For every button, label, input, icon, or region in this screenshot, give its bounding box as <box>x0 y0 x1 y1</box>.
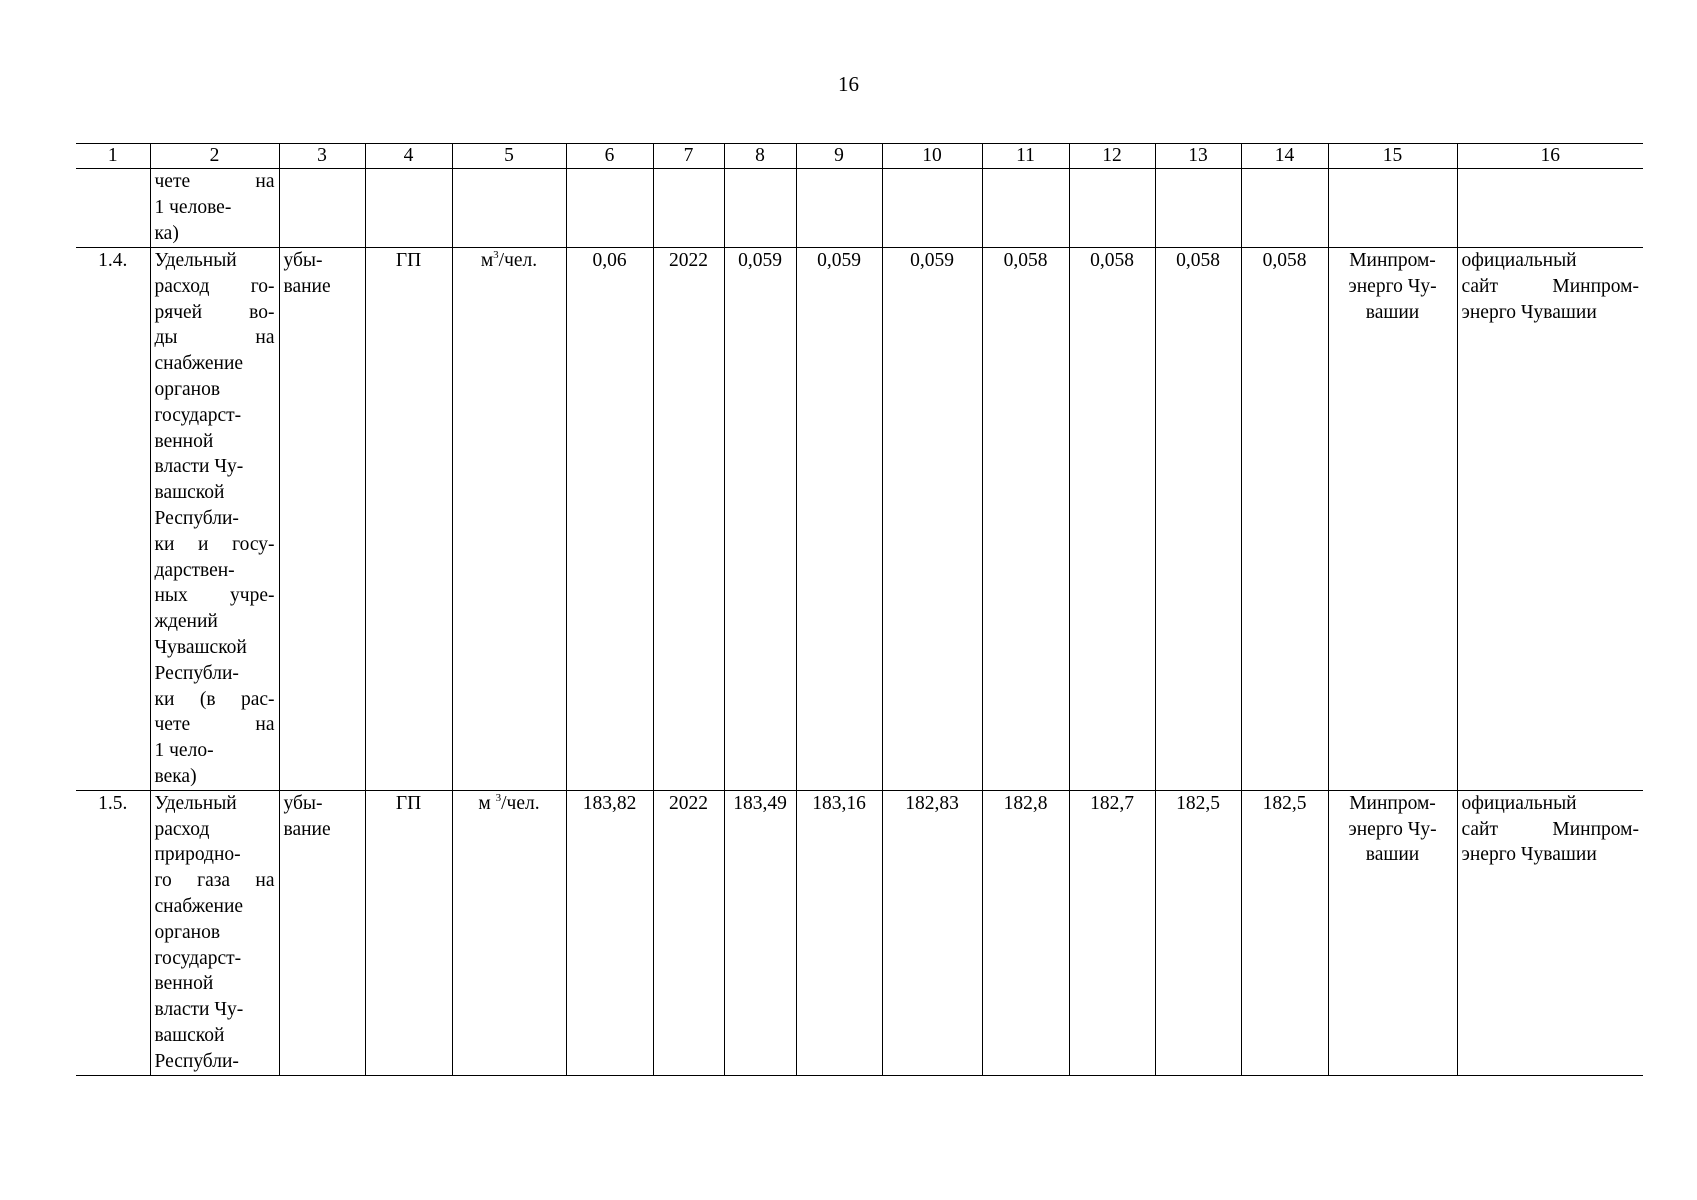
cell-text-line: го газа на <box>154 870 275 892</box>
cell-text-line: Минпром- <box>1349 250 1436 271</box>
cell-text-line: официальный <box>1461 792 1577 814</box>
cell-text-line: вашской <box>154 1024 225 1046</box>
empty-cell <box>1069 169 1155 248</box>
cell-text-line: ды на <box>154 327 275 349</box>
column-number: 7 <box>653 144 724 169</box>
cell-text-line: 1 чело- <box>154 740 214 762</box>
cell-text-line: государст- <box>154 404 242 426</box>
cell-text-line: власти Чу- <box>154 456 244 478</box>
indicator-name-line: чете на <box>154 171 275 192</box>
cell-text-line: снабжение <box>154 353 244 375</box>
source-cell <box>1457 790 1643 1075</box>
page-number: 16 <box>838 72 859 96</box>
value-cell: 182,8 <box>982 790 1069 1075</box>
empty-cell <box>452 169 566 248</box>
unit-base: м <box>478 792 496 814</box>
cell-text-line: вашии <box>1365 844 1420 866</box>
column-number: 13 <box>1155 144 1241 169</box>
empty-cell <box>882 169 982 248</box>
column-number: 5 <box>452 144 566 169</box>
row-number-cell: 1.4. <box>76 248 150 791</box>
value-cell: 182,5 <box>1155 790 1241 1075</box>
indicators-table <box>76 143 1643 1076</box>
cell-text-line: убы- <box>283 792 323 814</box>
cell-text-line: энерго Чувашии <box>1461 301 1597 323</box>
cell-text-line: чете на <box>154 714 275 736</box>
unit-cell <box>452 248 566 791</box>
value-cell: 182,83 <box>882 790 982 1075</box>
empty-cell <box>1155 169 1241 248</box>
cell-text-line: сайт Минпром- <box>1461 818 1639 840</box>
empty-cell <box>365 169 452 248</box>
cell-text-line: расход го- <box>154 275 275 297</box>
program-cell: ГП <box>365 248 452 791</box>
value-cell: 0,058 <box>982 248 1069 791</box>
cell-text-line: вание <box>283 275 331 297</box>
column-number: 3 <box>279 144 365 169</box>
cell-text-line: снабжение <box>154 895 244 917</box>
cell-text-line: ки (в рас- <box>154 688 275 710</box>
cell-text-line: Чувашской <box>154 636 247 658</box>
indicator-name-line: ка) <box>154 222 179 244</box>
cell-text-line: венной <box>154 430 214 452</box>
cell-text-line: сайт Минпром- <box>1461 275 1639 297</box>
cell-text-line: органов <box>154 921 221 943</box>
value-cell: 183,49 <box>724 790 796 1075</box>
cell-text-line: Республи- <box>154 507 239 529</box>
responsible-cell <box>1328 790 1457 1075</box>
program-cell: ГП <box>365 790 452 1075</box>
empty-cell <box>1328 169 1457 248</box>
value-cell: 0,058 <box>1241 248 1328 791</box>
base-year-cell: 2022 <box>653 790 724 1075</box>
cell-text-line: убы- <box>283 250 323 271</box>
cell-text-line: венной <box>154 973 214 995</box>
unit-rest: /чел. <box>498 250 538 271</box>
cell-text-line: дарствен- <box>154 559 235 581</box>
unit-cell <box>452 790 566 1075</box>
cell-text-line: органов <box>154 378 221 400</box>
indicator-name-cell <box>150 169 279 248</box>
cell-text-line: официальный <box>1461 250 1577 271</box>
column-number: 1 <box>76 144 150 169</box>
cell-text-line: века) <box>154 765 197 787</box>
unit-base: м <box>480 250 494 271</box>
empty-cell <box>1241 169 1328 248</box>
direction-cell <box>279 248 365 791</box>
responsible-cell <box>1328 248 1457 791</box>
column-number: 8 <box>724 144 796 169</box>
empty-cell <box>796 169 882 248</box>
column-number: 6 <box>566 144 653 169</box>
cell-text-line: Минпром- <box>1349 792 1436 814</box>
empty-cell <box>724 169 796 248</box>
empty-cell <box>566 169 653 248</box>
unit-superscript: 3 <box>495 791 502 804</box>
value-cell: 182,7 <box>1069 790 1155 1075</box>
table-row-continuation <box>76 169 1643 248</box>
indicator-name-cell <box>150 248 279 791</box>
direction-cell <box>279 790 365 1075</box>
cell-text-line: вание <box>283 818 331 840</box>
column-number: 15 <box>1328 144 1457 169</box>
cell-text-line: ждений <box>154 611 218 633</box>
column-number: 14 <box>1241 144 1328 169</box>
table-row-1-4 <box>76 248 1643 791</box>
base-value-cell: 183,82 <box>566 790 653 1075</box>
cell-text-line: энерго Чу- <box>1348 818 1437 840</box>
cell-text-line: Республи- <box>154 1050 239 1072</box>
base-value-cell: 0,06 <box>566 248 653 791</box>
base-year-cell: 2022 <box>653 248 724 791</box>
value-cell: 183,16 <box>796 790 882 1075</box>
column-number: 12 <box>1069 144 1155 169</box>
cell-text-line: вашской <box>154 482 225 504</box>
cell-text-line: энерго Чувашии <box>1461 844 1597 866</box>
table-row-1-5 <box>76 790 1643 1075</box>
cell-text-line: вашии <box>1365 301 1420 323</box>
empty-cell <box>1457 169 1643 248</box>
column-number: 11 <box>982 144 1069 169</box>
value-cell: 0,059 <box>796 248 882 791</box>
cell-text-line: власти Чу- <box>154 999 244 1021</box>
cell-text-line: Удельный <box>154 792 237 814</box>
column-number-header-row <box>76 144 1643 169</box>
empty-cell <box>279 169 365 248</box>
column-number: 10 <box>882 144 982 169</box>
indicator-name-cell <box>150 790 279 1075</box>
column-number: 2 <box>150 144 279 169</box>
cell-text-line: Удельный <box>154 250 237 271</box>
cell-text-line: природно- <box>154 844 241 866</box>
row-number-cell: 1.5. <box>76 790 150 1075</box>
value-cell: 182,5 <box>1241 790 1328 1075</box>
empty-cell <box>982 169 1069 248</box>
unit-rest: /чел. <box>501 792 540 814</box>
source-cell <box>1457 248 1643 791</box>
column-number: 16 <box>1457 144 1643 169</box>
cell-text-line: ных учре- <box>154 585 275 607</box>
unit-superscript: 3 <box>493 249 499 261</box>
cell-text-line: энерго Чу- <box>1348 275 1437 297</box>
cell-text-line: Республи- <box>154 662 239 684</box>
row-number-cell <box>76 169 150 248</box>
column-number: 4 <box>365 144 452 169</box>
value-cell: 0,059 <box>724 248 796 791</box>
value-cell: 0,059 <box>882 248 982 791</box>
cell-text-line: ки и госу- <box>154 533 275 555</box>
value-cell: 0,058 <box>1069 248 1155 791</box>
cell-text-line: рячей во- <box>154 301 275 323</box>
value-cell: 0,058 <box>1155 248 1241 791</box>
empty-cell <box>653 169 724 248</box>
cell-text-line: расход <box>154 818 210 840</box>
column-number: 9 <box>796 144 882 169</box>
cell-text-line: государст- <box>154 947 242 969</box>
indicator-name-line: 1 челове- <box>154 196 232 218</box>
